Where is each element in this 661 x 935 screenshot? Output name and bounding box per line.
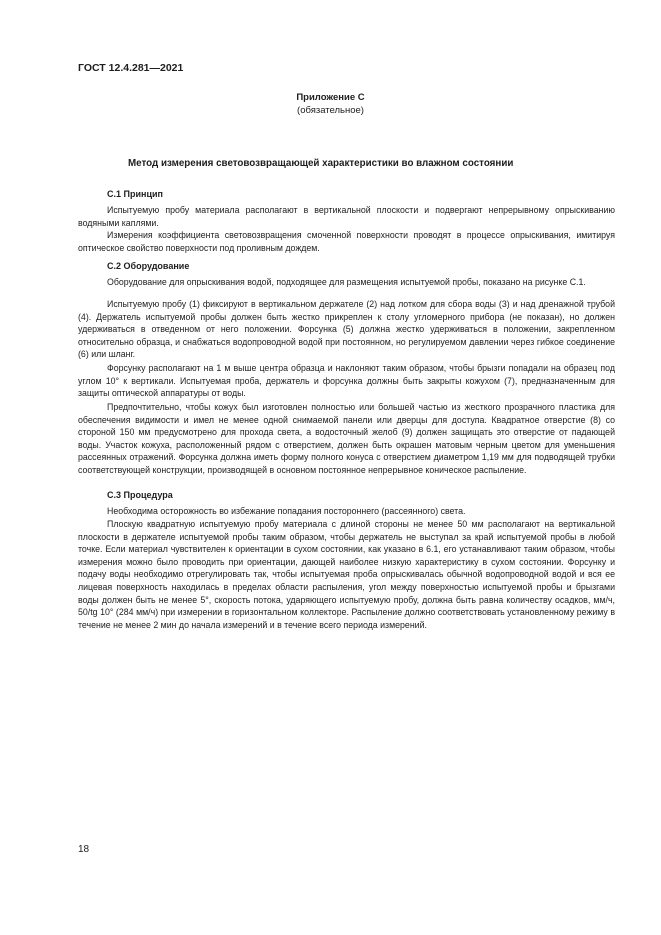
appendix-status: (обязательное) <box>297 105 364 116</box>
section-heading-procedure: С.3 Процедура <box>107 490 173 500</box>
paragraph: Испытуемую пробу (1) фиксируют в вертикальном держателе (2) над лотком для сбора воды (3) и над дренажной трубой (4). Держатель испытуемой пробы должен быть жестко прикреплен к столу угломерного прибора (не показан), но должен удерживаться в отведенном от него положении. Форсунка (5) должна жестко удерживаться в положении, закрепленном относительно образца, и снабжаться водопроводной водой при постоянном, но регулируемом давлении через гибкое соединение (6) или шланг. <box>78 299 615 360</box>
paragraph: Необходима осторожность во избежание попадания постороннего (рассеянного) света. <box>107 506 466 516</box>
paragraph: Предпочтительно, чтобы кожух был изготовлен полностью или большей частью из жесткого прозрачного пластика для обеспечения видимости и имел не менее одной снимаемой панели или дверцы для доступа. Квадратное отверстие (8) со стороной 150 мм предусмотрено для прохода света, а водосточный желоб (9) должен защищать это отверстие от падающей воды. Участок кожуха, расположенный рядом с отверстием, должен быть окрашен матовым черным цветом для уменьшения рассеянных отражений. Форсунка должна иметь форму полного конуса с отверстием диаметром 1,19 мм для подводящей трубки соответствующей конструкции, производящей в основном постоянное непрерывное коническое распыление. <box>78 402 615 475</box>
method-title: Метод измерения световозвращающей характеристики во влажном состоянии <box>128 158 514 169</box>
document-header: ГОСТ 12.4.281—2021 <box>78 62 184 74</box>
page-number: 18 <box>78 844 90 855</box>
paragraph: Плоскую квадратную испытуемую пробу материала с длиной стороны не менее 50 мм располагают на вертикальной плоскости в держателе испытуемой пробы таким образом, чтобы держатель не выступал за край испытуемой пробы в любой точке. Если материал чувствителен к ориентации в сухом состоянии, как указано в 6.1, его устанавливают таким образом, чтобы измерения можно было проводить при ориентации, дающей наиболее низкую характеристику в сухом состоянии. Форсунку и подачу воды необходимо отрегулировать так, чтобы испытуемая проба опрыскивалась обычной водопроводной водой и вся ее лицевая поверхность находилась в пределах области распыления, угол между поверхностью испытуемой пробы и брызгами воды должен быть не менее 5°, скорость потока, ударяющего испытуемую пробу, должна быть равна количеству осадков, мм/ч, 50/tg 10° (284 мм/ч) при измерении в горизонтальном коллекторе. Распыление должно соответствовать установленному режиму в течение не менее 2 мин до начала измерений и в течение всего периода измерений. <box>78 519 615 630</box>
paragraph: Испытуемую пробу материала располагают в вертикальной плоскости и подвергают непрерывному опрыскиванию водяными каплями. <box>78 205 615 228</box>
paragraph: Форсунку располагают на 1 м выше центра образца и наклоняют таким образом, чтобы брызги попадали на образец под углом 10° к вертикали. Испытуемая проба, держатель и форсунка должны быть закрыты кожухом (7), предназначенным для защиты оптической аппаратуры от воды. <box>78 363 615 399</box>
appendix-title: Приложение С <box>296 92 365 103</box>
paragraph: Измерения коэффициента световозвращения смоченной поверхности проводят в процессе опрыскивания, имитируя оптическое свойство поверхности под проливным дождем. <box>78 230 615 253</box>
paragraph: Оборудование для опрыскивания водой, подходящее для размещения испытуемой пробы, показано на рисунке С.1. <box>107 277 586 287</box>
section-heading-principle: С.1 Принцип <box>107 189 163 199</box>
section-heading-equipment: С.2 Оборудование <box>107 261 190 271</box>
